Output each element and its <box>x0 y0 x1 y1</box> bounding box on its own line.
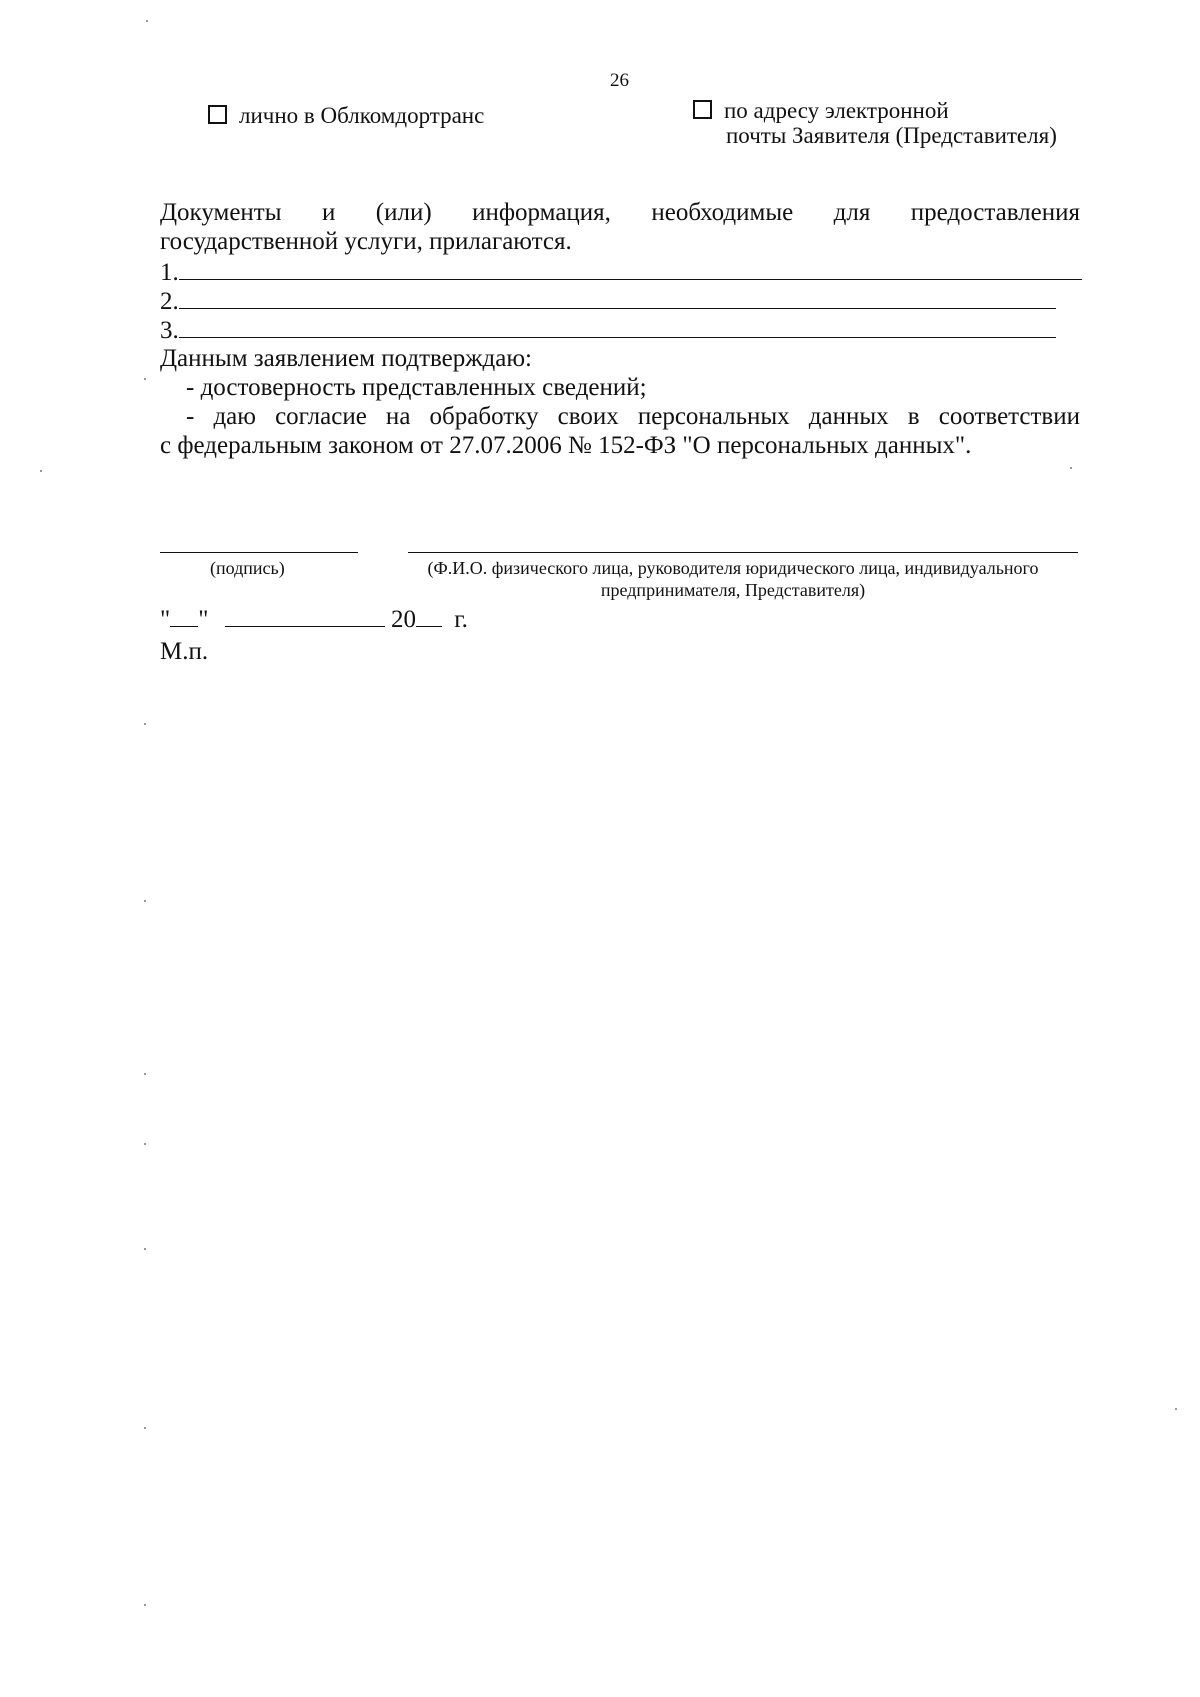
scan-speck <box>1070 467 1072 469</box>
attachments-intro-line2: государственной услуги, прилагаются. <box>160 228 572 255</box>
month-blank[interactable] <box>225 604 385 627</box>
scan-speck <box>144 378 146 380</box>
attachment-item-number: 1. <box>160 259 179 286</box>
delivery-option-in-person[interactable] <box>208 103 484 128</box>
stamp-place-label: М.п. <box>160 638 209 665</box>
year-prefix: 20 <box>390 606 416 633</box>
checkbox-email[interactable] <box>693 100 712 119</box>
scan-speck <box>144 1604 146 1606</box>
scan-speck <box>144 723 146 725</box>
day-blank[interactable] <box>170 604 198 627</box>
delivery-option-in-person-label: лично в Облкомдортранс <box>239 103 485 128</box>
delivery-option-email-label-line2: почты Заявителя (Представителя) <box>726 123 1057 148</box>
delivery-option-email-label-line1: по адресу электронной <box>724 98 949 123</box>
confirmation-point-consent-line2: с федеральным законом от 27.07.2006 № 152-ФЗ "О персональных данных". <box>160 432 972 459</box>
full-name-line[interactable] <box>408 552 1078 553</box>
year-suffix: г. <box>454 606 468 633</box>
full-name-caption: (Ф.И.О. физического лица, руководителя юридического лица, индивидуального предпринимателя, Представителя) <box>427 558 1039 600</box>
scan-speck <box>144 1427 146 1429</box>
delivery-option-email[interactable] <box>693 98 1057 148</box>
scan-speck <box>144 1248 146 1250</box>
attachments-intro <box>160 198 1080 256</box>
signature-caption: (подпись) <box>210 558 285 578</box>
attachment-item-1[interactable] <box>160 257 1082 287</box>
scan-speck <box>40 470 42 472</box>
attachment-blank-line[interactable] <box>179 257 1082 280</box>
attachment-blank-line[interactable] <box>179 315 1056 338</box>
year-blank[interactable] <box>416 604 442 627</box>
signature-line[interactable] <box>160 552 358 553</box>
date-close-quote: " <box>198 606 209 633</box>
attachment-item-2[interactable] <box>160 286 1056 316</box>
scan-speck <box>144 900 146 902</box>
scan-speck <box>144 1073 146 1075</box>
date-open-quote: " <box>160 606 171 633</box>
attachment-item-3[interactable] <box>160 315 1056 345</box>
checkbox-in-person[interactable] <box>208 105 227 124</box>
attachments-intro-line1: Документы и (или) информация, необходимые для предоставления <box>160 199 1080 226</box>
confirmation-block <box>160 344 1080 460</box>
attachment-blank-line[interactable] <box>179 286 1056 309</box>
confirmation-point-accuracy: - достоверность представленных сведений; <box>186 374 647 401</box>
page-number: 26 <box>610 70 629 91</box>
confirmation-heading: Данным заявлением подтверждаю: <box>160 345 532 372</box>
attachment-item-number: 3. <box>160 317 179 344</box>
scan-speck <box>144 1143 146 1145</box>
confirmation-point-consent-line1: - даю согласие на обработку своих персональных данных в соответствии <box>186 403 1080 430</box>
scan-speck <box>1175 1408 1177 1410</box>
attachment-item-number: 2. <box>160 288 179 315</box>
date-field[interactable] <box>160 604 468 634</box>
scan-speck <box>146 20 148 22</box>
